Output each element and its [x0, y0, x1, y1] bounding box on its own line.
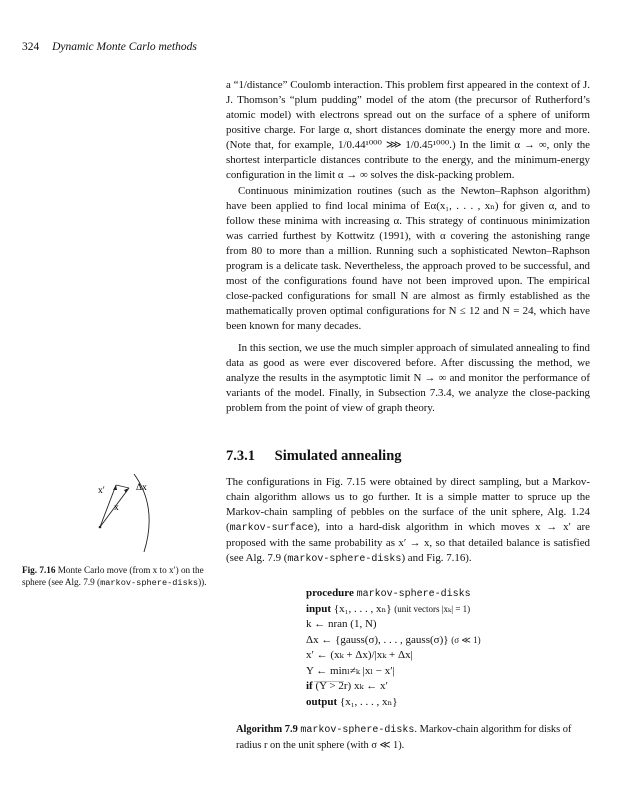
paragraph-coulomb: a “1/distance” Coulomb interaction. This problem first appeared in the context of J. J. Thomson’s “plum pudding” model of the atom (the precursor of Rutherford’s atomic model) with electrons spread out on the surface of a sphere of uniform positive charge. For large α, short distances dominate the energy more and more. (Note that, for example, 1/0.44¹⁰⁰⁰ ⋙ 1/0.45¹⁰⁰⁰.) In the limit α → ∞, only the shortest interparticle distances contribute to the energy, and the minimum-energy configuration in the limit α → ∞ solves the disk-packing problem.	[226, 79, 590, 182]
algorithm-line: Δx ← {gauss(σ), . . . , gauss(σ)} (σ ≪ 1)	[306, 633, 481, 646]
page-number: 324	[22, 41, 40, 53]
paragraph-annealing-text-c: ) and Fig. 7.16).	[401, 552, 472, 565]
figure-caption-end: )).	[198, 577, 207, 588]
algorithm-box	[306, 586, 596, 710]
algorithm-line: output {x₁, . . . , xₙ}	[306, 695, 398, 708]
section-title: Simulated annealing	[274, 448, 402, 464]
figure-caption	[22, 564, 218, 589]
code-markov-surface: markov-surface	[229, 523, 314, 535]
running-head	[22, 41, 197, 53]
paragraph-annealing-text-a: The configurations in Fig. 7.15 were obtained by direct sampling, but a Markov-chain algorithm allows us to go further. It is a simple matter to spruce up the Markov-chain sampling of pebbles on the surface of the unit sphere, Alg. 1.24 (	[226, 476, 590, 534]
algorithm-line: Υ ← minₗ≠ₖ |xₗ − x′|	[306, 664, 395, 677]
section-heading	[226, 448, 402, 465]
algorithm-caption-code: markov-sphere-disks	[300, 725, 415, 736]
algorithm-caption-text: . Markov-chain algorithm for disks of radius r on the unit sphere (with σ ≪ 1).	[236, 724, 572, 751]
algorithm-line: if (Υ > 2r) xₖ ← x′	[306, 680, 388, 692]
algorithm-rule	[314, 681, 344, 682]
algorithm-line: k ← nran (1, N)	[306, 618, 377, 630]
paragraph-annealing	[226, 475, 590, 567]
paragraph-minimization: Continuous minimization routines (such as the Newton–Raphson algorithm) have been applied to find local minima of Eα(x₁, . . . , xₙ) for given α, and to follow these minima with increasing α. This strategy of continuous minimization was carried furthest by Kottwitz (1991), with α covering the astonishing range from 80 to more than a million. Running such a sophisticated Newton–Raphson program is a delicate task. Nevertheless, the approach proved to be successful, and most of the configurations found have not been improved upon. The empirical close-packed configurations for small N are almost as firmly established as the mathematically proven optimal configurations for N ≤ 12 and N = 24, which have been known for many decades.	[226, 185, 590, 333]
paragraph-annealing-text-b: ), into a hard-disk algorithm in which moves x → x′ are proposed with the same probability as x′ → x, so that detailed balance is satisfied (see Alg. 7.9 (	[226, 521, 590, 565]
algorithm-line: procedure markov-sphere-disks	[306, 587, 471, 600]
paragraph-this-section: In this section, we use the much simpler approach of simulated annealing to find data as good as were ever discovered before. After discussing the method, we analyze the results in the asymptotic limit N → ∞ and monitor the performance of variants of the model. Finally, in Subsection 7.3.4, we analyze the close-packing problem from the point of view of graph theory.	[226, 342, 590, 415]
algorithm-caption-label: Algorithm 7.9	[236, 724, 298, 735]
origin-point	[99, 526, 102, 529]
algorithm-caption	[236, 723, 596, 753]
arrowhead-x	[124, 488, 129, 493]
label-delta-x: Δx	[136, 483, 147, 493]
chapter-title: Dynamic Monte Carlo methods	[52, 41, 197, 53]
code-markov-sphere-disks: markov-sphere-disks	[287, 554, 402, 566]
figure-caption-label: Fig. 7.16	[22, 565, 56, 575]
figure-caption-text: Monte Carlo move (from x to x′) on the sphere (see Alg. 7.9 (	[22, 565, 204, 588]
section-number: 7.3.1	[226, 448, 255, 464]
label-x-prime: x′	[98, 486, 105, 496]
algorithm-line: input {x₁, . . . , xₙ} (unit vectors |xₖ| = 1)	[306, 602, 471, 615]
label-x: x	[114, 503, 119, 513]
arrowhead-x-prime	[113, 485, 117, 490]
figure-caption-code: markov-sphere-disks	[100, 578, 199, 589]
figure-sphere-move	[78, 472, 164, 554]
algorithm-line: x′ ← (xₖ + Δx)/|xₖ + Δx|	[306, 649, 413, 661]
vector-delta	[116, 485, 129, 488]
algorithm-name: markov-sphere-disks	[356, 589, 471, 600]
